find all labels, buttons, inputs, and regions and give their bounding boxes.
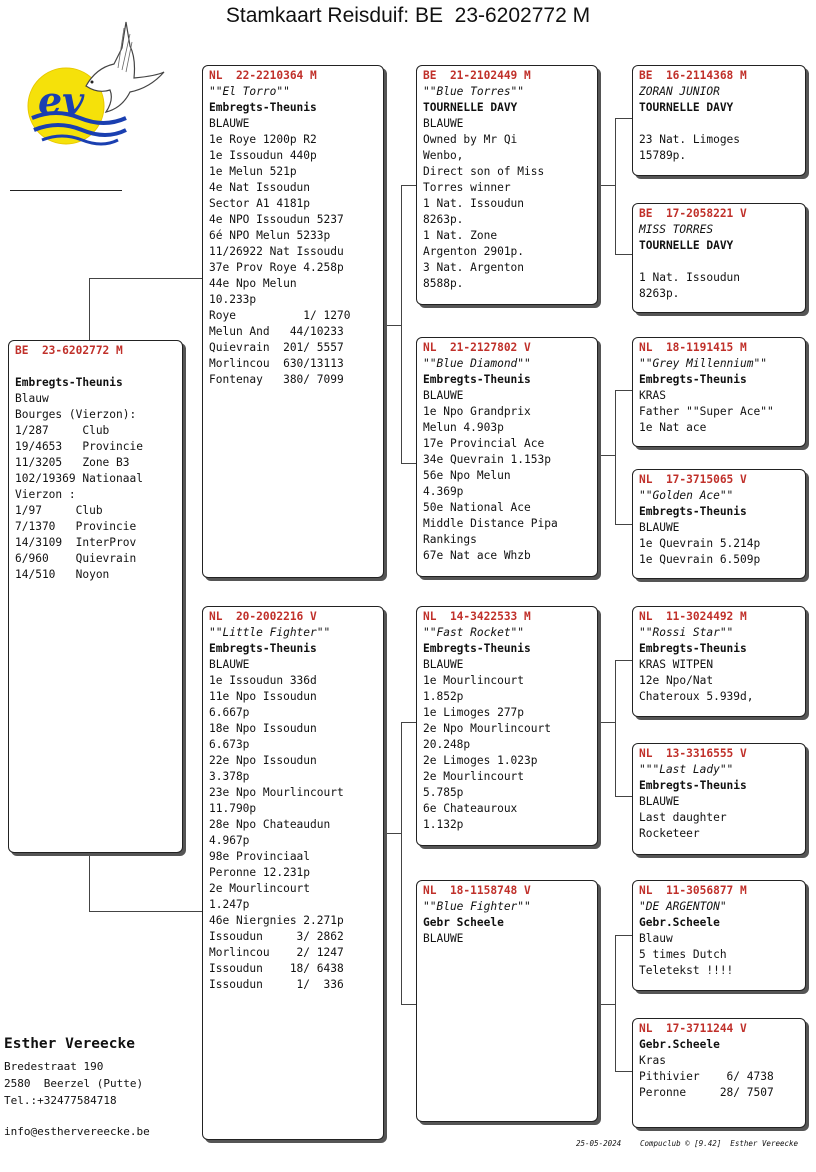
- signature-line: [10, 190, 122, 191]
- owner: TOURNELLE DAVY: [423, 101, 518, 114]
- detail-line: BLAUWE: [209, 117, 250, 130]
- connector: [598, 185, 615, 186]
- detail-line: Blauw: [639, 932, 673, 945]
- detail-line: Owned by Mr Qi: [423, 133, 518, 146]
- detail-line: Direct son of Miss: [423, 165, 545, 178]
- detail-line: 37e Prov Roye 4.258p: [209, 261, 344, 274]
- detail-line: Sector A1 4181p: [209, 197, 311, 210]
- pigeon-card-mmm[interactable]: [632, 1018, 806, 1128]
- detail-line: 5 times Dutch: [639, 948, 727, 961]
- detail-line: BLAUWE: [423, 932, 464, 945]
- detail-line: Peronne 28/ 7507: [639, 1086, 774, 1099]
- connector: [89, 278, 90, 340]
- detail-line: Issoudun 18/ 6438: [209, 962, 344, 975]
- detail-line: Melun And 44/10233: [209, 325, 344, 338]
- software-credit: Compuclub © [9.42] Esther Vereecke: [640, 1139, 799, 1148]
- detail-line: 1e Melun 521p: [209, 165, 297, 178]
- detail-line: Melun 4.903p: [423, 421, 504, 434]
- connector: [401, 185, 416, 186]
- detail-line: Teletekst !!!!: [639, 964, 734, 977]
- detail-line: 4.369p: [423, 485, 464, 498]
- details: [423, 931, 592, 947]
- pigeon-card-subject[interactable]: [8, 340, 183, 853]
- detail-line: 17e Provincial Ace: [423, 437, 545, 450]
- details: [639, 1053, 800, 1101]
- detail-line: 2e Limoges 1.023p: [423, 754, 538, 767]
- club-logo: [26, 18, 166, 158]
- detail-line: BLAUWE: [639, 521, 680, 534]
- connector: [615, 118, 632, 119]
- connector: [615, 118, 616, 255]
- details: [639, 657, 800, 705]
- connector: [615, 796, 632, 797]
- detail-line: 3 Nat. Argenton: [423, 261, 525, 274]
- pigeon-card-fm[interactable]: [416, 337, 598, 577]
- owner: TOURNELLE DAVY: [639, 101, 734, 114]
- detail-line: 5.785p: [423, 786, 464, 799]
- connector: [615, 935, 616, 1072]
- detail-line: Father ""Super Ace"": [639, 405, 774, 418]
- detail-line: 34e Quevrain 1.153p: [423, 453, 551, 466]
- details: [639, 116, 800, 164]
- connector: [384, 325, 401, 326]
- details: [639, 388, 800, 436]
- pigeon-name: ""Golden Ace"": [639, 489, 734, 502]
- ring-number: NL 17-3711244 V: [639, 1022, 747, 1035]
- detail-line: 14/510 Noyon: [15, 568, 110, 581]
- pigeon-name: "DE ARGENTON": [639, 900, 727, 913]
- detail-line: 6é NPO Melun 5233p: [209, 229, 331, 242]
- detail-line: 1e Mourlincourt: [423, 674, 525, 687]
- details: [209, 116, 378, 388]
- detail-line: 67e Nat ace Whzb: [423, 549, 531, 562]
- detail-line: 1 Nat. Issoudun: [423, 197, 525, 210]
- detail-line: BLAUWE: [423, 658, 464, 671]
- detail-line: Rankings: [423, 533, 477, 546]
- detail-line: 6/960 Quievrain: [15, 552, 137, 565]
- breeder-info: [4, 1034, 150, 1140]
- detail-line: 6e Chateauroux: [423, 802, 518, 815]
- connector: [615, 390, 632, 391]
- details: [423, 388, 592, 564]
- dove-logo-icon: [26, 18, 166, 158]
- ring-number: NL 17-3715065 V: [639, 473, 747, 486]
- detail-line: 12e Npo/Nat: [639, 674, 714, 687]
- details: [15, 391, 177, 583]
- detail-line: 1e Limoges 277p: [423, 706, 525, 719]
- owner: Embregts-Theunis: [209, 101, 317, 114]
- detail-line: Middle Distance Pipa: [423, 517, 558, 530]
- detail-line: 3.378p: [209, 770, 250, 783]
- ring-number: NL 22-2210364 M: [209, 69, 317, 82]
- pigeon-name: ""Blue Fighter"": [423, 900, 531, 913]
- detail-line: Last daughter: [639, 811, 727, 824]
- detail-line: Torres winner: [423, 181, 511, 194]
- detail-line: 18e Npo Issoudun: [209, 722, 317, 735]
- detail-line: 19/4653 Provincie: [15, 440, 143, 453]
- detail-line: KRAS WITPEN: [639, 658, 714, 671]
- ring-number: BE 21-2102449 M: [423, 69, 531, 82]
- connector: [401, 1004, 416, 1005]
- detail-line: Vierzon :: [15, 488, 76, 501]
- detail-line: 1e Quevrain 6.509p: [639, 553, 761, 566]
- pigeon-name: """Last Lady"": [639, 763, 734, 776]
- detail-line: 56e Npo Melun: [423, 469, 511, 482]
- owner: Embregts-Theunis: [423, 642, 531, 655]
- pigeon-name: ""El Torro"": [209, 85, 290, 98]
- connector: [615, 524, 632, 525]
- ring-number: NL 18-1158748 V: [423, 884, 531, 897]
- detail-line: KRAS: [639, 389, 666, 402]
- owner: TOURNELLE DAVY: [639, 239, 734, 252]
- detail-line: 6.673p: [209, 738, 250, 751]
- connector: [615, 1071, 632, 1072]
- details: [639, 520, 800, 568]
- detail-line: Pithivier 6/ 4738: [639, 1070, 774, 1083]
- detail-line: 8263p.: [639, 287, 680, 300]
- ring-number: NL 21-2127802 V: [423, 341, 531, 354]
- detail-line: 2e Npo Mourlincourt: [423, 722, 551, 735]
- ring-number: BE 23-6202772 M: [15, 344, 123, 357]
- ring-number: BE 16-2114368 M: [639, 69, 747, 82]
- pigeon-card-mother[interactable]: [202, 606, 384, 1140]
- detail-line: 11.790p: [209, 802, 257, 815]
- connector: [598, 722, 615, 723]
- pigeon-name: ""Rossi Star"": [639, 626, 734, 639]
- pigeon-name: ""Blue Diamond"": [423, 357, 531, 370]
- owner: Gebr.Scheele: [639, 916, 720, 929]
- detail-line: 1 Nat. Zone: [423, 229, 498, 242]
- detail-line: 2e Mourlincourt: [209, 882, 311, 895]
- detail-line: Quievrain 201/ 5557: [209, 341, 344, 354]
- ring-number: NL 20-2002216 V: [209, 610, 317, 623]
- connector: [615, 254, 632, 255]
- pigeon-card-ff[interactable]: [416, 65, 598, 305]
- details: [423, 657, 592, 833]
- detail-line: 20.248p: [423, 738, 471, 751]
- pigeon-name: ""Grey Millennium"": [639, 357, 767, 370]
- detail-line: Issoudun 3/ 2862: [209, 930, 344, 943]
- detail-line: 7/1370 Provincie: [15, 520, 137, 533]
- breeder-phone: Tel.:+32477584718: [4, 1094, 117, 1107]
- detail-line: 46e Niergnies 2.271p: [209, 914, 344, 927]
- detail-line: 4e NPO Issoudun 5237: [209, 213, 344, 226]
- detail-line: Morlincou 630/13113: [209, 357, 344, 370]
- detail-line: Chateroux 5.939d,: [639, 690, 754, 703]
- connector: [89, 911, 203, 912]
- detail-line: 11/26922 Nat Issoudu: [209, 245, 344, 258]
- connector: [401, 722, 402, 1005]
- ring-number: BE 17-2058221 V: [639, 207, 747, 220]
- detail-line: 1 Nat. Issoudun: [639, 271, 741, 284]
- connector: [598, 1004, 615, 1005]
- owner: Gebr.Scheele: [639, 1038, 720, 1051]
- detail-line: 22e Npo Issoudun: [209, 754, 317, 767]
- pigeon-card-fff[interactable]: [632, 65, 806, 176]
- pigeon-card-fmm[interactable]: [632, 469, 806, 579]
- connector: [401, 722, 416, 723]
- owner: Gebr Scheele: [423, 916, 504, 929]
- pigeon-card-mff[interactable]: [632, 606, 806, 717]
- pigeon-name: ""Blue Torres"": [423, 85, 525, 98]
- detail-line: 44e Npo Melun: [209, 277, 297, 290]
- pigeon-name: MISS TORRES: [639, 223, 714, 236]
- detail-line: Bourges (Vierzon):: [15, 408, 137, 421]
- ring-number: NL 11-3056877 M: [639, 884, 747, 897]
- detail-line: 6.667p: [209, 706, 250, 719]
- detail-line: BLAUWE: [209, 658, 250, 671]
- detail-line: Peronne 12.231p: [209, 866, 311, 879]
- detail-line: 1e Quevrain 5.214p: [639, 537, 761, 550]
- detail-line: Roye 1/ 1270: [209, 309, 351, 322]
- detail-line: Wenbo,: [423, 149, 464, 162]
- connector: [89, 278, 203, 279]
- owner: Embregts-Theunis: [15, 376, 123, 389]
- detail-line: 2e Mourlincourt: [423, 770, 525, 783]
- pigeon-card-ffm[interactable]: [632, 203, 806, 313]
- detail-line: Issoudun 1/ 336: [209, 978, 344, 991]
- connector: [615, 935, 632, 936]
- detail-line: Argenton 2901p.: [423, 245, 525, 258]
- detail-line: BLAUWE: [639, 795, 680, 808]
- detail-line: 1/97 Club: [15, 504, 103, 517]
- detail-line: 23 Nat. Limoges: [639, 133, 741, 146]
- owner: Embregts-Theunis: [639, 505, 747, 518]
- connector: [598, 455, 615, 456]
- print-date: 25-05-2024: [576, 1139, 622, 1148]
- owner: Embregts-Theunis: [639, 642, 747, 655]
- ring-number: NL 14-3422533 M: [423, 610, 531, 623]
- connector: [384, 833, 401, 834]
- detail-line: 1.852p: [423, 690, 464, 703]
- detail-line: 8263p.: [423, 213, 464, 226]
- pigeon-card-mmf[interactable]: [632, 880, 806, 991]
- detail-line: Blauw: [15, 392, 49, 405]
- detail-line: 11/3205 Zone B3: [15, 456, 130, 469]
- spacer: [15, 359, 177, 375]
- details: [639, 254, 800, 302]
- breeder-email[interactable]: info@esthervereecke.be: [4, 1125, 150, 1138]
- ring-number: NL 18-1191415 M: [639, 341, 747, 354]
- detail-line: 11e Npo Issoudun: [209, 690, 317, 703]
- detail-line: Kras: [639, 1054, 666, 1067]
- details: [639, 931, 800, 979]
- connector: [401, 463, 416, 464]
- detail-line: 4e Nat Issoudun: [209, 181, 311, 194]
- pigeon-name: ""Fast Rocket"": [423, 626, 525, 639]
- details: [209, 657, 378, 993]
- detail-line: [639, 116, 800, 132]
- detail-line: 14/3109 InterProv: [15, 536, 137, 549]
- owner: Embregts-Theunis: [423, 373, 531, 386]
- detail-line: 1e Roye 1200p R2: [209, 133, 317, 146]
- pigeon-card-mm[interactable]: [416, 880, 598, 1122]
- breeder-name: Esther Vereecke: [4, 1036, 135, 1052]
- owner: Embregts-Theunis: [209, 642, 317, 655]
- detail-line: 50e National Ace: [423, 501, 531, 514]
- connector: [89, 853, 90, 912]
- detail-line: Morlincou 2/ 1247: [209, 946, 344, 959]
- owner: Embregts-Theunis: [639, 779, 747, 792]
- detail-line: Fontenay 380/ 7099: [209, 373, 344, 386]
- detail-line: BLAUWE: [423, 389, 464, 402]
- detail-line: 8588p.: [423, 277, 464, 290]
- detail-line: 10.233p: [209, 293, 257, 306]
- details: [639, 794, 800, 842]
- pigeon-name: ZORAN JUNIOR: [639, 85, 720, 98]
- detail-line: 1.132p: [423, 818, 464, 831]
- pigeon-card-fmf[interactable]: [632, 337, 806, 447]
- detail-line: 15789p.: [639, 149, 687, 162]
- detail-line: [639, 254, 800, 270]
- page-title: Stamkaart Reisduif: BE 23-6202772 M: [225, 4, 591, 27]
- detail-line: BLAUWE: [423, 117, 464, 130]
- connector: [615, 660, 632, 661]
- connector: [615, 660, 616, 797]
- detail-line: 98e Provinciaal: [209, 850, 311, 863]
- detail-line: 1.247p: [209, 898, 250, 911]
- owner: Embregts-Theunis: [639, 373, 747, 386]
- ring-number: NL 11-3024492 M: [639, 610, 747, 623]
- pigeon-name: ""Little Fighter"": [209, 626, 331, 639]
- detail-line: 1e Issoudun 336d: [209, 674, 317, 687]
- pigeon-card-mf[interactable]: [416, 606, 598, 846]
- pigeon-card-mfm[interactable]: [632, 743, 806, 855]
- pigeon-card-father[interactable]: [202, 65, 384, 578]
- detail-line: 102/19369 Nationaal: [15, 472, 143, 485]
- detail-line: 1e Issoudun 440p: [209, 149, 317, 162]
- ring-number: NL 13-3316555 V: [639, 747, 747, 760]
- detail-line: 23e Npo Mourlincourt: [209, 786, 344, 799]
- breeder-city: 2580 Beerzel (Putte): [4, 1077, 144, 1090]
- connector: [401, 185, 402, 464]
- breeder-street: Bredestraat 190: [4, 1060, 104, 1073]
- detail-line: Rocketeer: [639, 827, 700, 840]
- detail-line: 28e Npo Chateaudun: [209, 818, 331, 831]
- detail-line: 1e Npo Grandprix: [423, 405, 531, 418]
- detail-line: 4.967p: [209, 834, 250, 847]
- detail-line: 1/287 Club: [15, 424, 110, 437]
- details: [423, 116, 592, 292]
- detail-line: 1e Nat ace: [639, 421, 707, 434]
- connector: [615, 390, 616, 525]
- logo-letters: ev: [38, 78, 85, 123]
